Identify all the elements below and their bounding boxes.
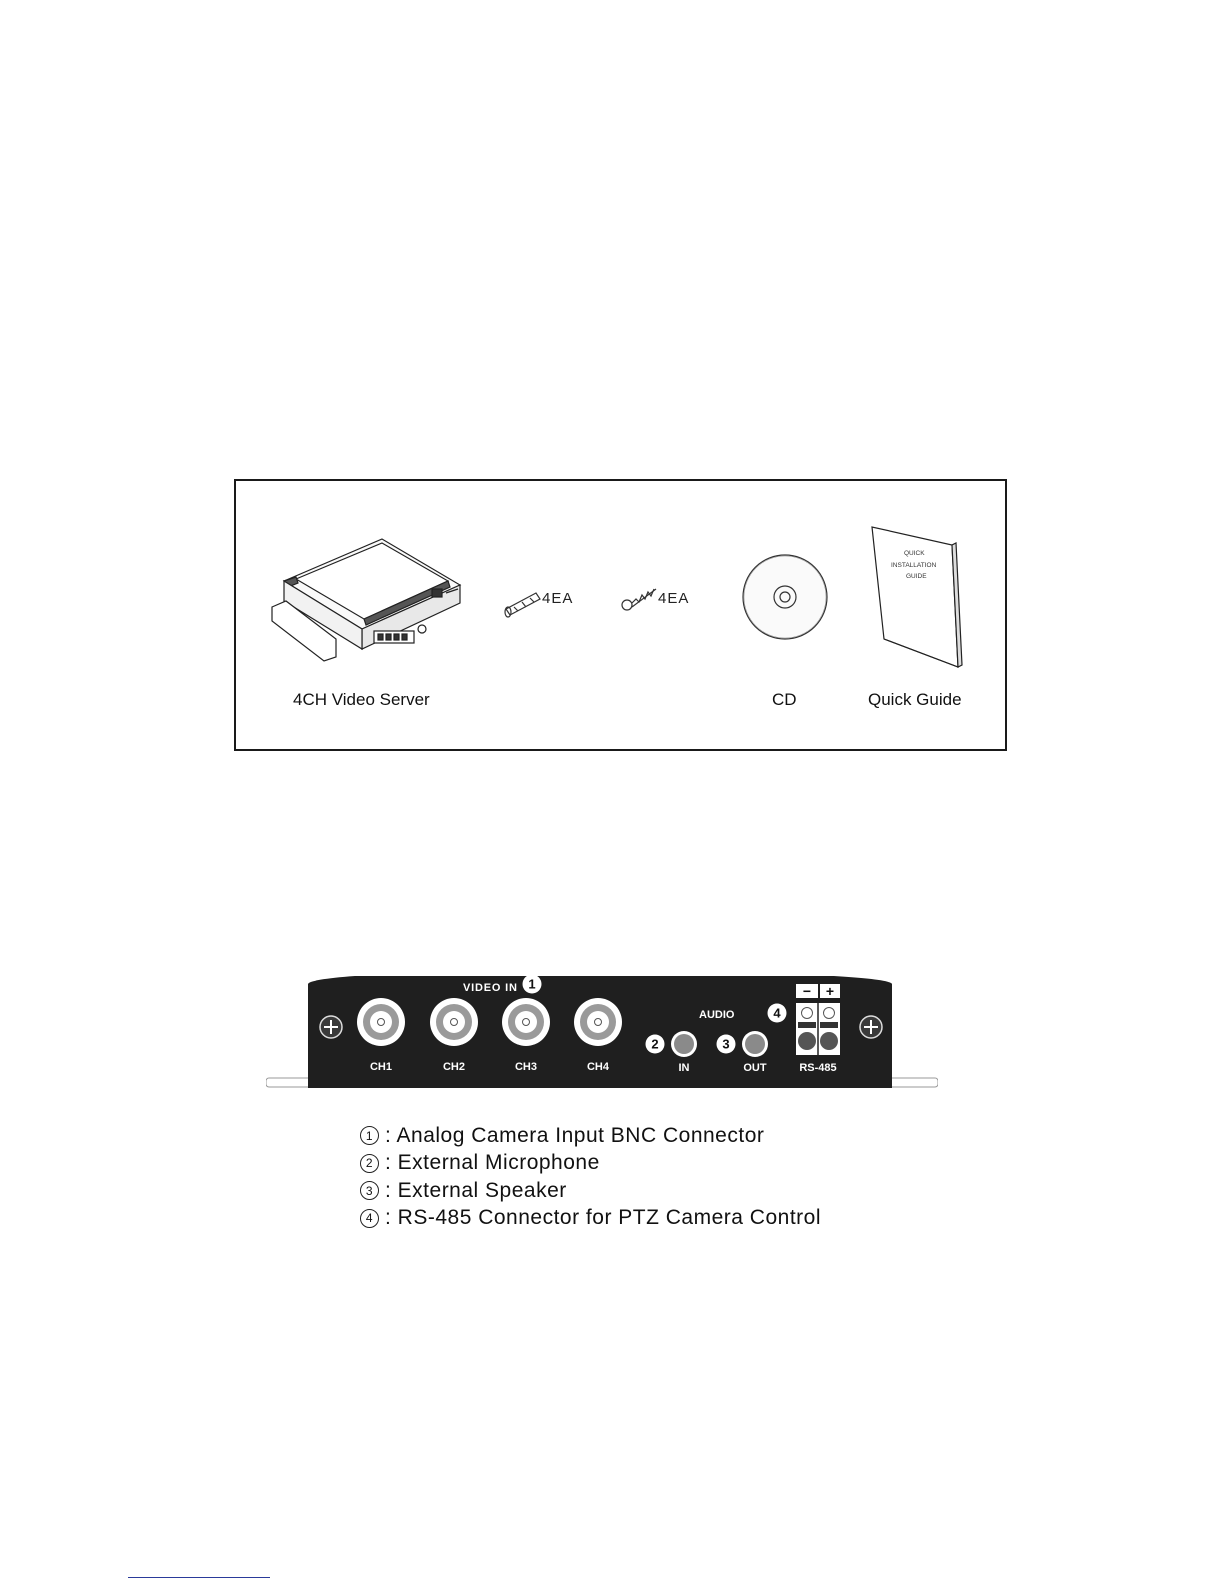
audio-label: AUDIO (699, 1009, 735, 1021)
cd-illustration (743, 555, 827, 639)
legend-number: 1 (360, 1126, 379, 1145)
legend-item (360, 1177, 821, 1205)
channel-label-ch3: CH3 (514, 1061, 538, 1073)
svg-text:4: 4 (773, 1005, 781, 1021)
marker-2 (646, 1035, 665, 1054)
bnc-connector-ch4[interactable] (574, 998, 622, 1046)
legend-number: 3 (360, 1181, 379, 1200)
svg-text:2: 2 (651, 1036, 659, 1052)
polarity-minus: − (802, 983, 812, 999)
screw-illustration (622, 589, 656, 610)
marker-3 (717, 1035, 736, 1054)
svg-text:3: 3 (722, 1036, 730, 1052)
legend-number: 4 (360, 1209, 379, 1228)
wall-anchor-illustration (505, 593, 540, 617)
polarity-plus: + (825, 983, 835, 999)
legend-text: : External Microphone (385, 1151, 600, 1175)
package-contents-box (234, 479, 1007, 751)
bnc-connector-ch3[interactable] (502, 998, 550, 1046)
audio-out-label: OUT (743, 1062, 767, 1074)
legend-item (360, 1205, 821, 1233)
item-label-quick-guide: Quick Guide (868, 690, 962, 709)
screw-icon (860, 1016, 882, 1038)
item-qty-screws: 4EA (658, 590, 690, 607)
legend-item (360, 1122, 821, 1150)
svg-text:1: 1 (528, 976, 536, 992)
item-qty-anchors: 4EA (542, 590, 574, 607)
channel-label-ch2: CH2 (442, 1061, 466, 1073)
item-label-cd: CD (772, 690, 797, 709)
guide-cover-text: QUICK INSTALLATION GUIDE (891, 550, 937, 580)
audio-out-jack[interactable] (742, 1031, 768, 1057)
footnote-rule (128, 1577, 270, 1578)
audio-in-jack[interactable] (671, 1031, 697, 1057)
legend-text: : RS-485 Connector for PTZ Camera Control (385, 1206, 821, 1230)
legend-number: 2 (360, 1154, 379, 1173)
channel-label-ch1: CH1 (369, 1061, 393, 1073)
video-server-illustration (272, 539, 460, 661)
screw-icon (320, 1016, 342, 1038)
connector-legend (360, 1122, 821, 1232)
package-contents-drawing (236, 481, 1009, 753)
legend-text: : Analog Camera Input BNC Connector (385, 1123, 765, 1147)
audio-in-label: IN (678, 1062, 690, 1074)
rear-panel-figure (266, 976, 938, 1105)
rear-panel-drawing (266, 976, 938, 1100)
quick-guide-illustration (872, 527, 962, 667)
item-label-video-server: 4CH Video Server (293, 690, 430, 709)
bnc-connector-ch2[interactable] (430, 998, 478, 1046)
bnc-connector-ch1[interactable] (357, 998, 405, 1046)
channel-label-ch4: CH4 (586, 1061, 610, 1073)
legend-text: : External Speaker (385, 1178, 567, 1202)
legend-item (360, 1150, 821, 1178)
video-in-label: VIDEO IN (463, 982, 518, 994)
marker-4 (768, 1004, 787, 1023)
rs485-label: RS-485 (799, 1062, 837, 1074)
rs485-terminal-block[interactable] (796, 1003, 840, 1055)
